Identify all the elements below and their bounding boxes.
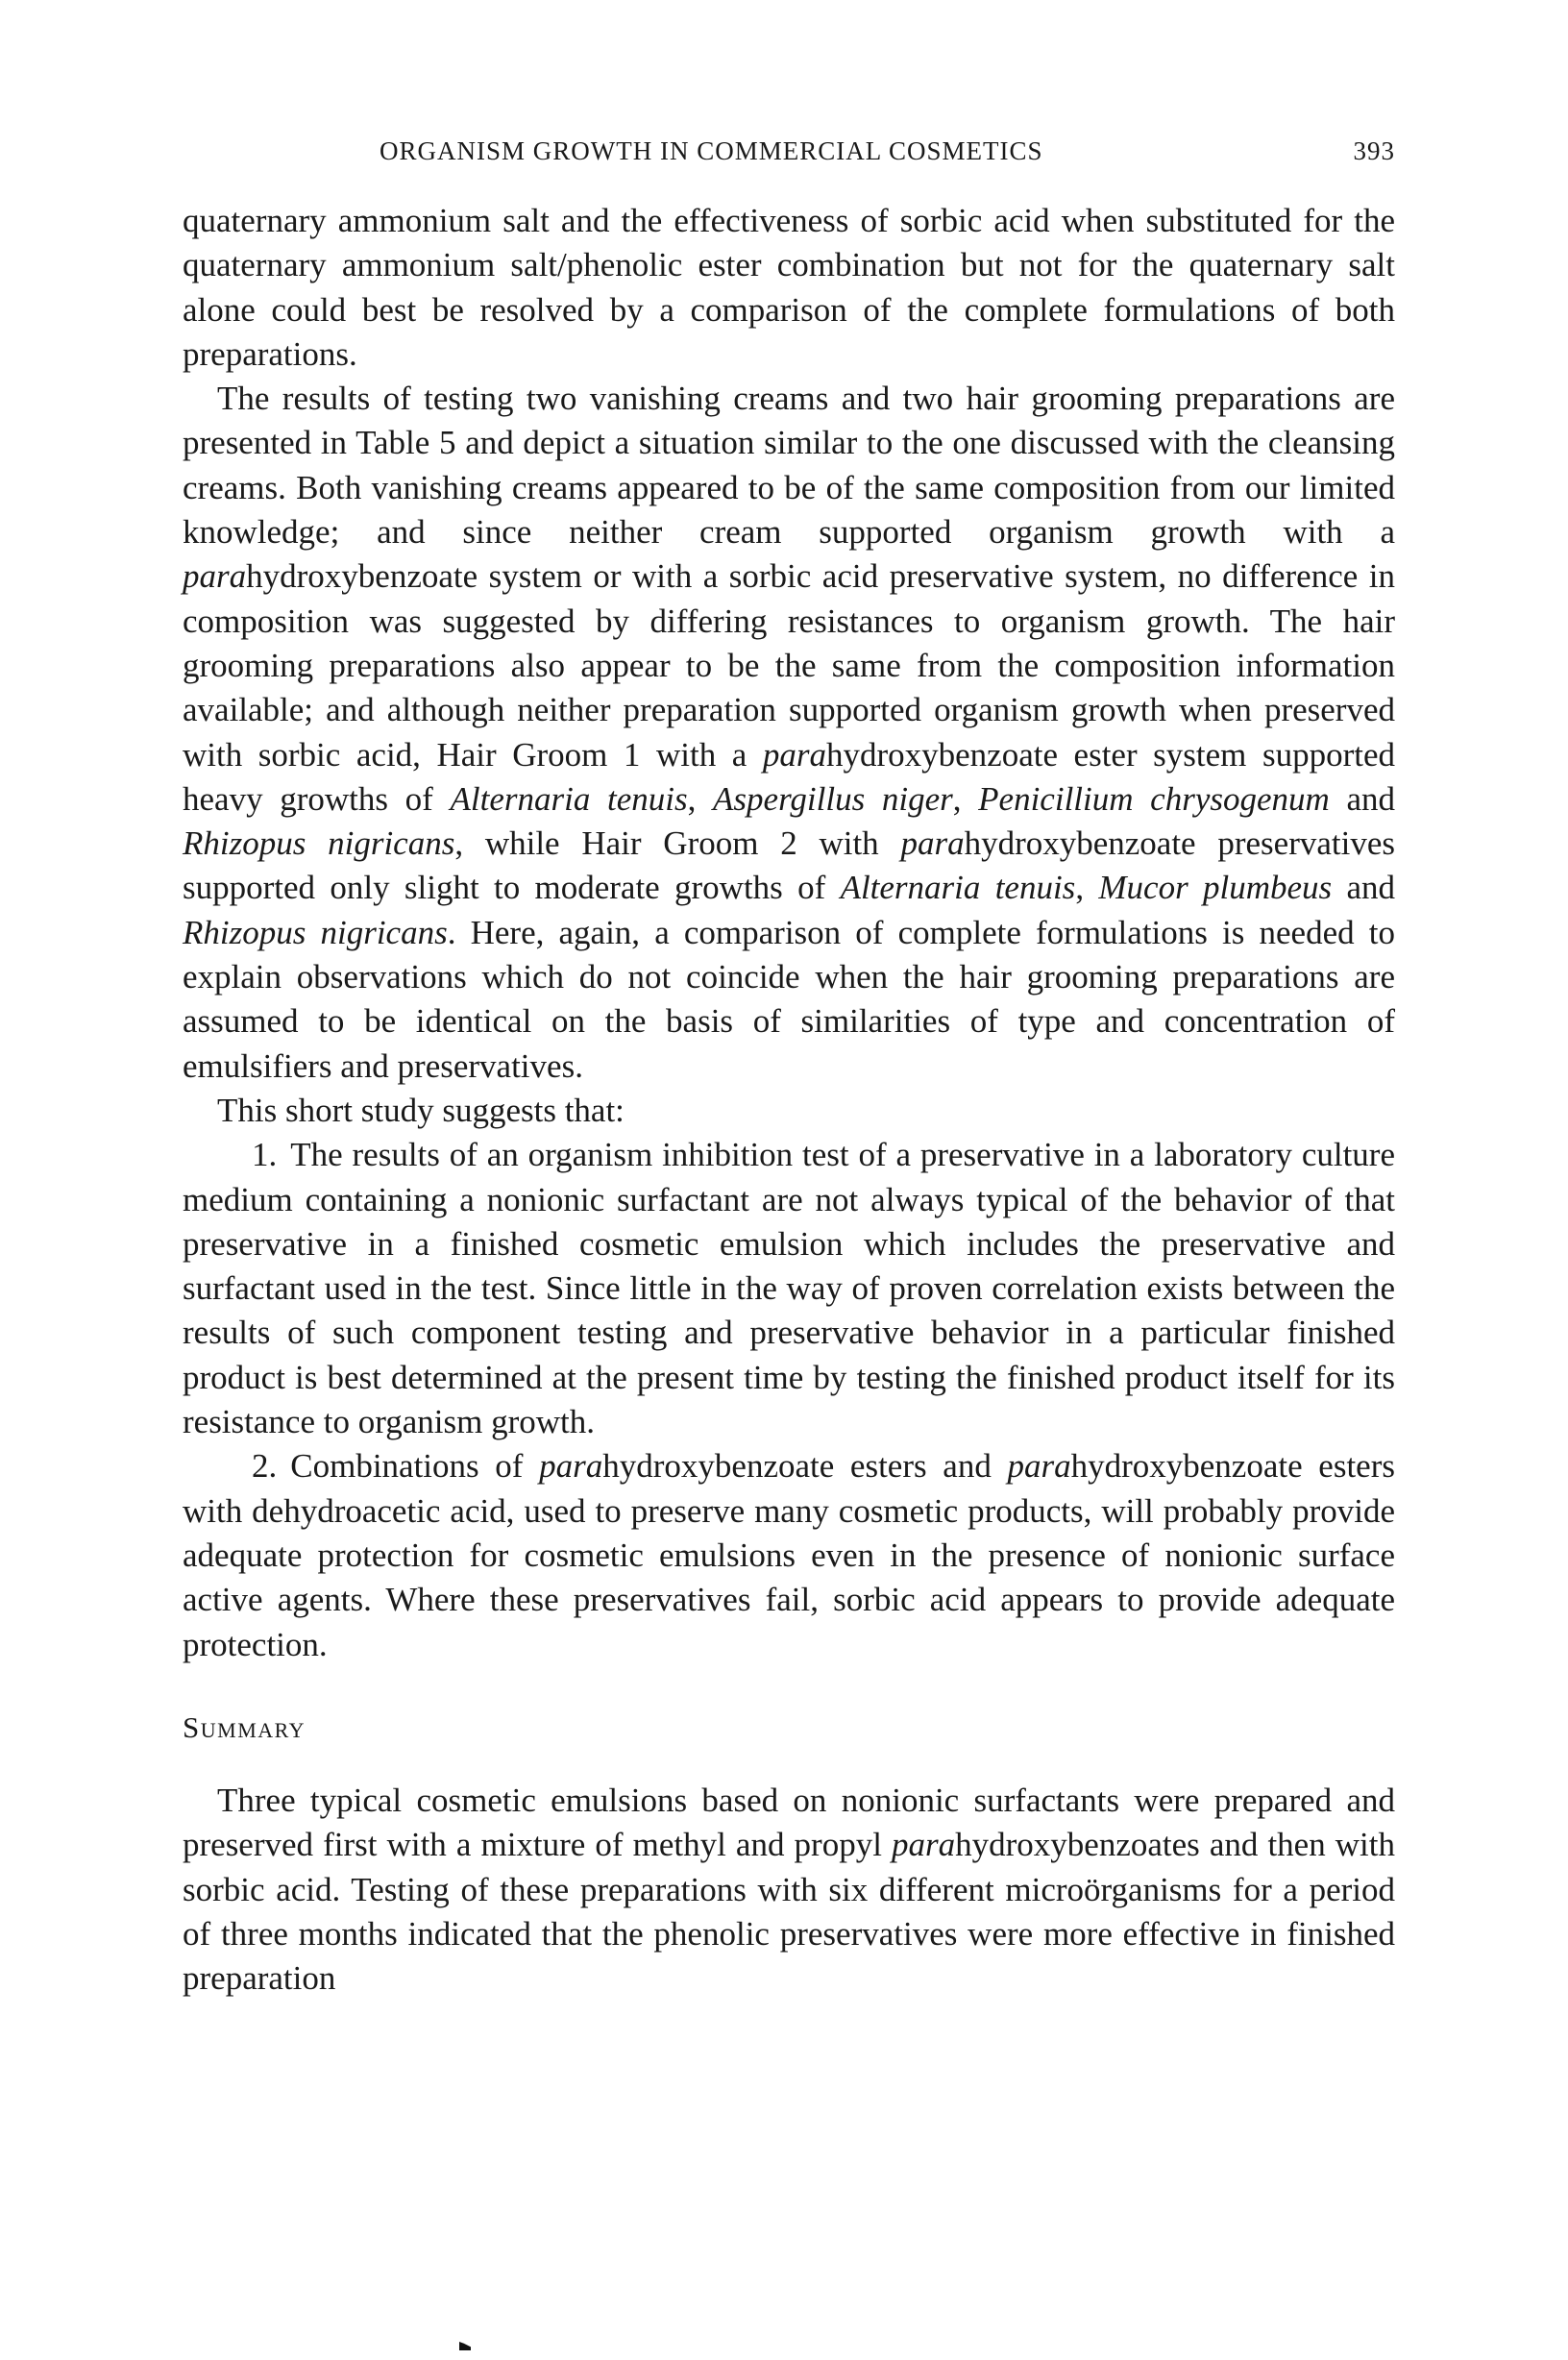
list-number: 2. [252, 1447, 278, 1486]
section-heading-summary: Summary [183, 1709, 306, 1744]
paragraph-continued: quaternary ammonium salt and the effectiveness of sorbic acid when substituted for the quaternary ammonium salt/phenolic ester combination but not for the quaternary salt alone could best be resolved by a comparison of the complete formulations of both preparations. [183, 202, 1395, 373]
scan-mark [459, 2342, 471, 2350]
paragraph-results-table-5: The results of testing two vanishing creams and two hair grooming preparations are presented in Table 5 and depict a situation similar to the one discussed with the cleansing creams. Both vanishing creams appeared to be of the same composition from our limited knowledge; and since neither cream supported organism growth with a parahydroxybenzoate system or with a sorbic acid preservative system, no difference in composition was suggested by differing resistances to organism growth. The hair grooming preparations also appear to be the same from the composition information available; and although neither preparation supported organism growth when preserved with sorbic acid, Hair Groom 1 with a parahydroxybenzoate ester system supported heavy growths of Alternaria tenuis, Aspergillus niger, Penicillium chrysogenum and Rhizopus nigricans, while Hair Groom 2 with parahydroxybenzoate preservatives supported only slight to moderate growths of Alternaria tenuis, Mucor plumbeus and Rhizopus nigricans. Here, again, a comparison of complete formulations is needed to explain observations which do not coincide when the hair grooming preparations are assumed to be identical on the basis of similarities of type and concentration of emulsifiers and preservatives. [183, 380, 1396, 1085]
page-number: 393 [1353, 136, 1395, 165]
paragraph-study-suggests: This short study suggests that: [217, 1091, 625, 1129]
summary-paragraph: Three typical cosmetic emulsions based on nonionic surfactants were prepared and preserved first with a mixture of methyl and propyl parahydroxybenzoates and then with sorbic acid. Testing of these preparations with six different microörganisms for a period of three months indicated that the phenolic preservatives were more effective in finished preparation [183, 1782, 1396, 1998]
running-head-title: ORGANISM GROWTH IN COMMERCIAL COSMETICS [380, 136, 1043, 165]
article-body [183, 199, 1395, 2002]
running-head [183, 136, 1395, 175]
list-number: 1. [252, 1136, 278, 1174]
conclusion-item-1: 1. The results of an organism inhibition test of a preservative in a laboratory culture medium containing a nonionic surfactant are not always typical of the behavior of that preservative in a finished cosmetic emulsion which includes the preservative and surfactant used in the test. Since little in the way of proven correlation exists between the results of such component testing and preservative behavior in a particular finished product is best determined at the present time by testing the finished product itself for its resistance to organism growth. [183, 1133, 1395, 1444]
conclusion-item-2: 2. Combinations of parahydroxybenzoate esters and parahydroxybenzoate esters with dehydroacetic acid, used to preserve many cosmetic products, will probably provide adequate protection for cosmetic emulsions even in the presence of nonionic surface active agents. Where these preservatives fail, sorbic acid appears to provide adequate protection. [183, 1444, 1395, 1666]
